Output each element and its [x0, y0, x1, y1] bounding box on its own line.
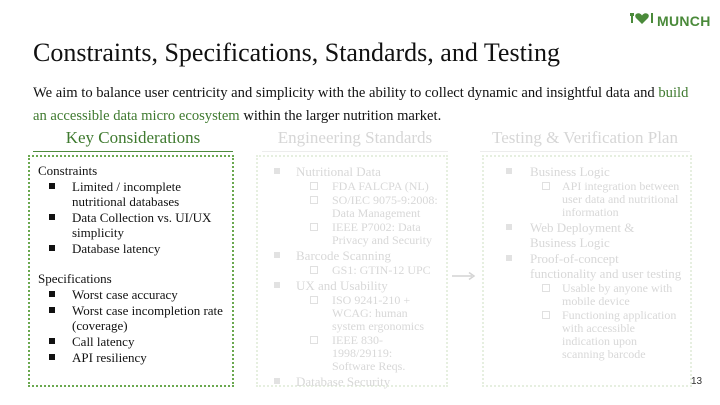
- list-item: Call latency: [38, 334, 224, 349]
- specifications-label: Specifications: [38, 271, 112, 286]
- testing-list: [492, 164, 682, 361]
- page-number: 13: [691, 376, 703, 387]
- column-heading-key-considerations: Key Considerations: [33, 128, 233, 152]
- subtitle-text-1: We aim to balance user centricity and simplicity with the ability to collect dynamic and insightful data and: [33, 85, 659, 101]
- list-subitem: ISO 9241-210 + WCAG: human system ergonomics: [266, 294, 438, 333]
- engineering-standards-box: [256, 155, 448, 387]
- brand-logo: [630, 11, 711, 30]
- list-subitem: SO/IEC 9075-9:2008: Data Management: [266, 194, 438, 220]
- standards-list: [266, 164, 438, 389]
- subtitle-text-2: within the larger nutrition market.: [239, 108, 442, 124]
- list-item: Worst case incompletion rate (coverage): [38, 303, 224, 333]
- key-considerations-box: [28, 155, 234, 387]
- list-item: Web Deployment & Business Logic: [492, 220, 682, 250]
- list-item: Nutritional Data: [266, 164, 438, 179]
- list-subitem: Usable by anyone with mobile device: [492, 282, 682, 308]
- constraints-label: Constraints: [38, 163, 98, 178]
- list-subitem: IEEE 830-1998/29119: Software Reqs.: [266, 334, 438, 373]
- list-item: API resiliency: [38, 350, 224, 365]
- specifications-list: [38, 287, 224, 365]
- list-subitem: FDA FALCPA (NL): [266, 180, 438, 193]
- list-item: Database latency: [38, 241, 224, 256]
- list-item: Limited / incomplete nutritional databases: [38, 179, 224, 209]
- list-subitem: API integration between user data and nutritional information: [492, 180, 682, 219]
- subtitle-highlight: build an accessible data micro ecosystem: [33, 85, 689, 124]
- column-heading-engineering-standards: Engineering Standards: [262, 128, 448, 152]
- testing-plan-box: [482, 155, 692, 387]
- slide-subtitle: [33, 82, 703, 128]
- list-item: UX and Usability: [266, 278, 438, 293]
- list-item: Database Security: [266, 374, 438, 389]
- list-item: Barcode Scanning: [266, 248, 438, 263]
- list-subitem: Functioning application with accessible indication upon scanning barcode: [492, 309, 682, 361]
- list-item: Business Logic: [492, 164, 682, 179]
- section-spacer: [38, 256, 224, 271]
- list-item: Data Collection vs. UI/UX simplicity: [38, 210, 224, 240]
- arrow-right-icon: [452, 268, 476, 278]
- constraints-list: [38, 179, 224, 256]
- slide-title: Constraints, Specifications, Standards, and Testing: [33, 38, 561, 67]
- list-item: Proof-of-concept functionality and user testing: [492, 251, 682, 281]
- fork-heart-logo-icon: [630, 11, 654, 30]
- list-subitem: GS1: GTIN-12 UPC: [266, 264, 438, 277]
- list-item: Worst case accuracy: [38, 287, 224, 302]
- list-subitem: IEEE P7002: Data Privacy and Security: [266, 221, 438, 247]
- column-heading-testing-plan: Testing & Verification Plan: [480, 128, 690, 152]
- logo-text: MUNCH: [657, 12, 711, 29]
